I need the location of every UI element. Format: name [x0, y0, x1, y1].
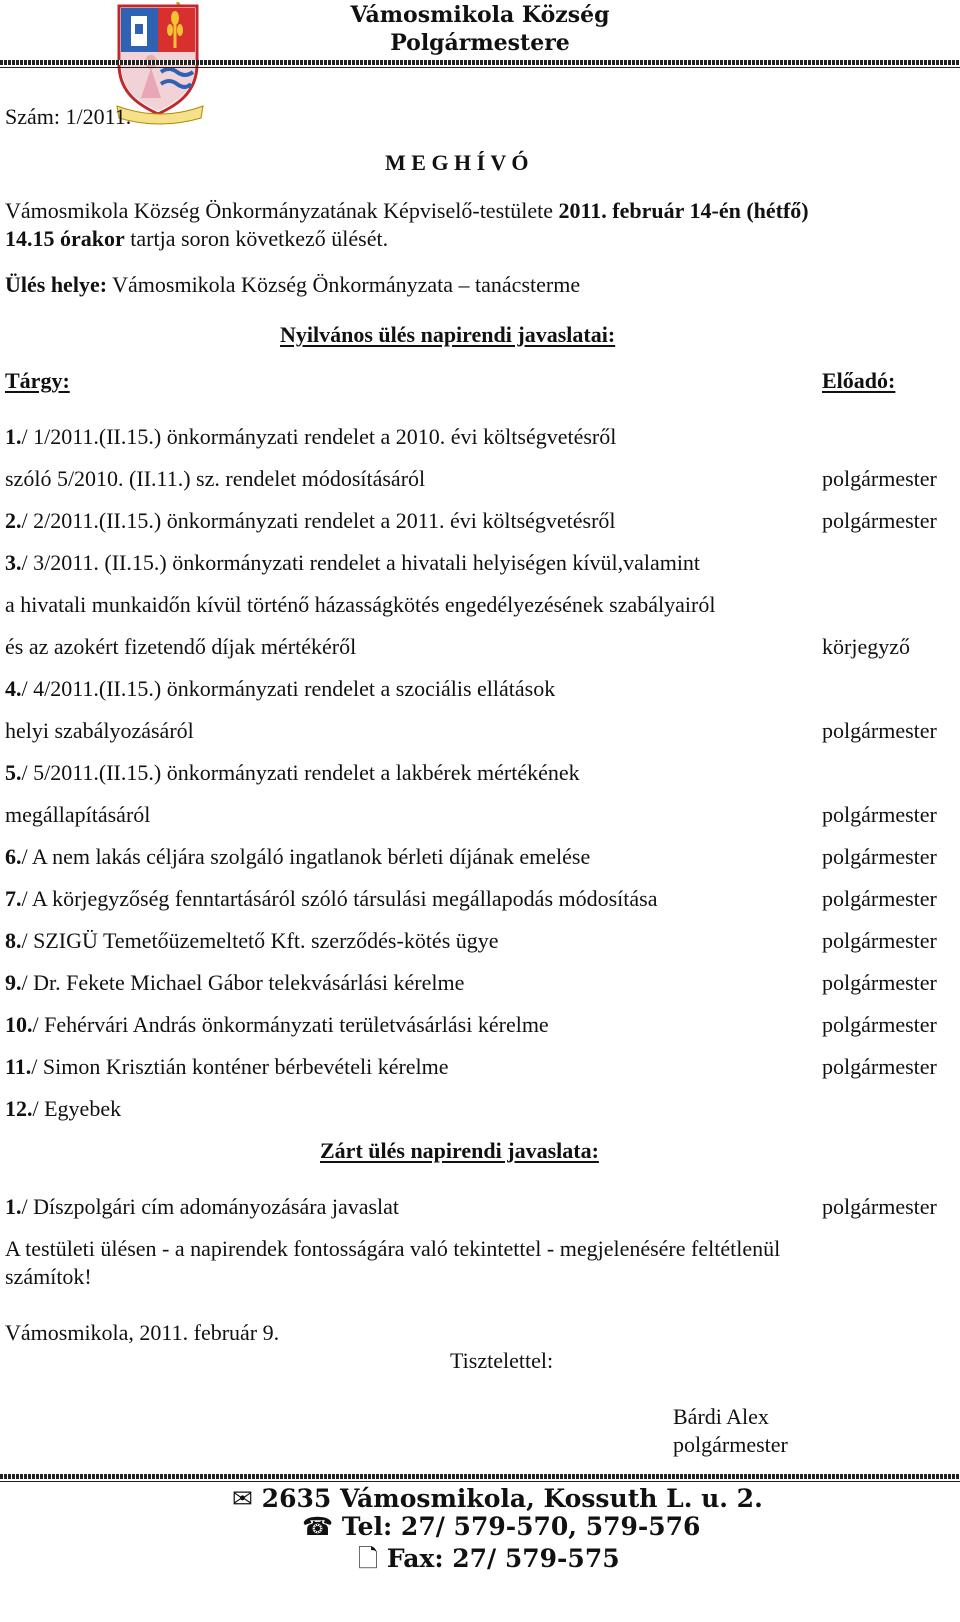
envelope-icon: ✉ — [232, 1484, 253, 1513]
agenda-item-11 — [5, 1054, 449, 1080]
meeting-location — [5, 272, 580, 298]
signer-name: Bárdi Alex — [673, 1404, 769, 1429]
intro-line2 — [5, 226, 388, 252]
agenda-item-12 — [5, 1096, 121, 1122]
document-title: M E G H Í V Ó — [385, 150, 529, 175]
agenda-item-text: / Egyebek — [32, 1096, 122, 1121]
agenda-item-1-presenter: polgármester — [822, 466, 937, 491]
agenda-item-4 — [5, 676, 555, 702]
fax-icon: 🗋 — [358, 1544, 379, 1573]
footer-phone-text: Tel: 27/ 579-570, 579-576 — [341, 1512, 701, 1541]
presenter-column-heading: Előadó: — [822, 368, 896, 393]
agenda-item-text: / A körjegyzőség fenntartásáról szóló társulási megállapodás módosítása — [21, 886, 658, 911]
agenda-item-1 — [5, 424, 616, 450]
signer-title: polgármester — [673, 1432, 788, 1457]
footer-address-text: 2635 Vámosmikola, Kossuth L. u. 2. — [261, 1484, 763, 1513]
attendance-request-line1: A testületi ülésen - a napirendek fontosságára való tekintettel - megjelenésére feltétlenül — [5, 1236, 781, 1261]
footer-divider — [0, 1474, 960, 1479]
reference-number: Szám: 1/2011. — [5, 104, 132, 129]
footer-phone — [302, 1512, 700, 1541]
agenda-item-number: 2. — [5, 508, 22, 533]
agenda-item-6-presenter: polgármester — [822, 844, 937, 869]
agenda-item-number: 12. — [5, 1096, 33, 1121]
agenda-item-2 — [5, 508, 616, 534]
agenda-item-number: 8. — [5, 928, 22, 953]
attendance-request-line2: számítok! — [5, 1264, 92, 1289]
agenda-item-7-presenter: polgármester — [822, 886, 937, 911]
agenda-item-10-presenter: polgármester — [822, 1012, 937, 1037]
agenda-item-4-line2: helyi szabályozásáról — [5, 718, 194, 743]
phone-icon: ☎ — [302, 1512, 334, 1541]
meeting-date: 2011. február 14-én (hétfő) — [558, 198, 809, 223]
footer-address — [232, 1484, 763, 1513]
agenda-item-number: 1. — [5, 424, 22, 449]
closed-agenda-item-1-presenter: polgármester — [822, 1194, 937, 1219]
meeting-location-label: Ülés helye: — [5, 272, 108, 297]
agenda-item-number: 11. — [5, 1054, 32, 1079]
agenda-item-8-presenter: polgármester — [822, 928, 937, 953]
agenda-item-text: / 2/2011.(II.15.) önkormányzati rendelet a 2011. évi költségvetésről — [21, 508, 616, 533]
agenda-item-8 — [5, 928, 499, 954]
agenda-item-3-presenter: körjegyző — [822, 634, 910, 659]
intro-text-end: tartja soron következő ülését. — [124, 226, 389, 251]
agenda-item-number: 10. — [5, 1012, 33, 1037]
agenda-item-number: 3. — [5, 550, 22, 575]
footer-fax-text: Fax: 27/ 579-575 — [386, 1544, 620, 1573]
agenda-item-2-presenter: polgármester — [822, 508, 937, 533]
agenda-item-text: / 3/2011. (II.15.) önkormányzati rendelet a hivatali helyiségen kívül,valamint — [21, 550, 701, 575]
meeting-location-value: Vámosmikola Község Önkormányzata – tanácsterme — [107, 272, 581, 297]
agenda-item-1-line2: szóló 5/2010. (II.11.) sz. rendelet módosításáról — [5, 466, 426, 491]
agenda-item-text: / 4/2011.(II.15.) önkormányzati rendelet a szociális ellátások — [21, 676, 556, 701]
header-divider — [0, 60, 960, 65]
agenda-item-text: / Dr. Fekete Michael Gábor telekvásárlási kérelme — [21, 970, 465, 995]
place-and-date: Vámosmikola, 2011. február 9. — [5, 1320, 280, 1345]
regards: Tisztelettel: — [450, 1348, 554, 1373]
agenda-item-4-presenter: polgármester — [822, 718, 937, 743]
agenda-item-number: 1. — [5, 1194, 22, 1219]
agenda-item-7 — [5, 886, 658, 912]
meeting-time: 14.15 órakor — [5, 226, 125, 251]
footer-fax — [358, 1540, 620, 1583]
public-agenda-heading: Nyilvános ülés napirendi javaslatai: — [280, 322, 616, 347]
agenda-item-text: / 5/2011.(II.15.) önkormányzati rendelet a lakbérek mértékének — [21, 760, 580, 785]
intro-line1 — [5, 198, 809, 224]
agenda-item-11-presenter: polgármester — [822, 1054, 937, 1079]
agenda-item-5-presenter: polgármester — [822, 802, 937, 827]
closed-agenda-heading: Zárt ülés napirendi javaslata: — [320, 1138, 599, 1163]
agenda-item-9 — [5, 970, 464, 996]
agenda-item-3 — [5, 550, 700, 576]
agenda-item-text: / Fehérvári András önkormányzati területvásárlási kérelme — [32, 1012, 549, 1037]
agenda-item-text: / SZIGÜ Temetőüzemeltető Kft. szerződés-kötés ügye — [21, 928, 499, 953]
agenda-item-5 — [5, 760, 580, 786]
agenda-item-number: 6. — [5, 844, 22, 869]
agenda-item-number: 4. — [5, 676, 22, 701]
header-title-line1: Vámosmikola Község — [350, 2, 610, 28]
agenda-item-number: 5. — [5, 760, 22, 785]
agenda-item-text: / A nem lakás céljára szolgáló ingatlanok bérleti díjának emelése — [21, 844, 591, 869]
agenda-item-text: / Simon Krisztián konténer bérbevételi kérelme — [31, 1054, 449, 1079]
agenda-item-text: / Díszpolgári cím adományozására javaslat — [21, 1194, 400, 1219]
header-title-line2: Polgármestere — [390, 30, 570, 56]
agenda-item-9-presenter: polgármester — [822, 970, 937, 995]
subject-column-heading: Tárgy: — [5, 368, 70, 393]
intro-text: Vámosmikola Község Önkormányzatának Képviselő-testülete — [5, 198, 559, 223]
agenda-item-3-line3: és az azokért fizetendő díjak mértékéről — [5, 634, 357, 659]
agenda-item-6 — [5, 844, 590, 870]
agenda-item-number: 7. — [5, 886, 22, 911]
agenda-item-3-line2: a hivatali munkaidőn kívül történő házasságkötés engedélyezésének szabályairól — [5, 592, 716, 617]
agenda-item-number: 9. — [5, 970, 22, 995]
agenda-item-10 — [5, 1012, 549, 1038]
agenda-item-text: / 1/2011.(II.15.) önkormányzati rendelet a 2010. évi költségvetésről — [21, 424, 617, 449]
agenda-item-5-line2: megállapításáról — [5, 802, 151, 827]
closed-agenda-item-1 — [5, 1194, 399, 1220]
